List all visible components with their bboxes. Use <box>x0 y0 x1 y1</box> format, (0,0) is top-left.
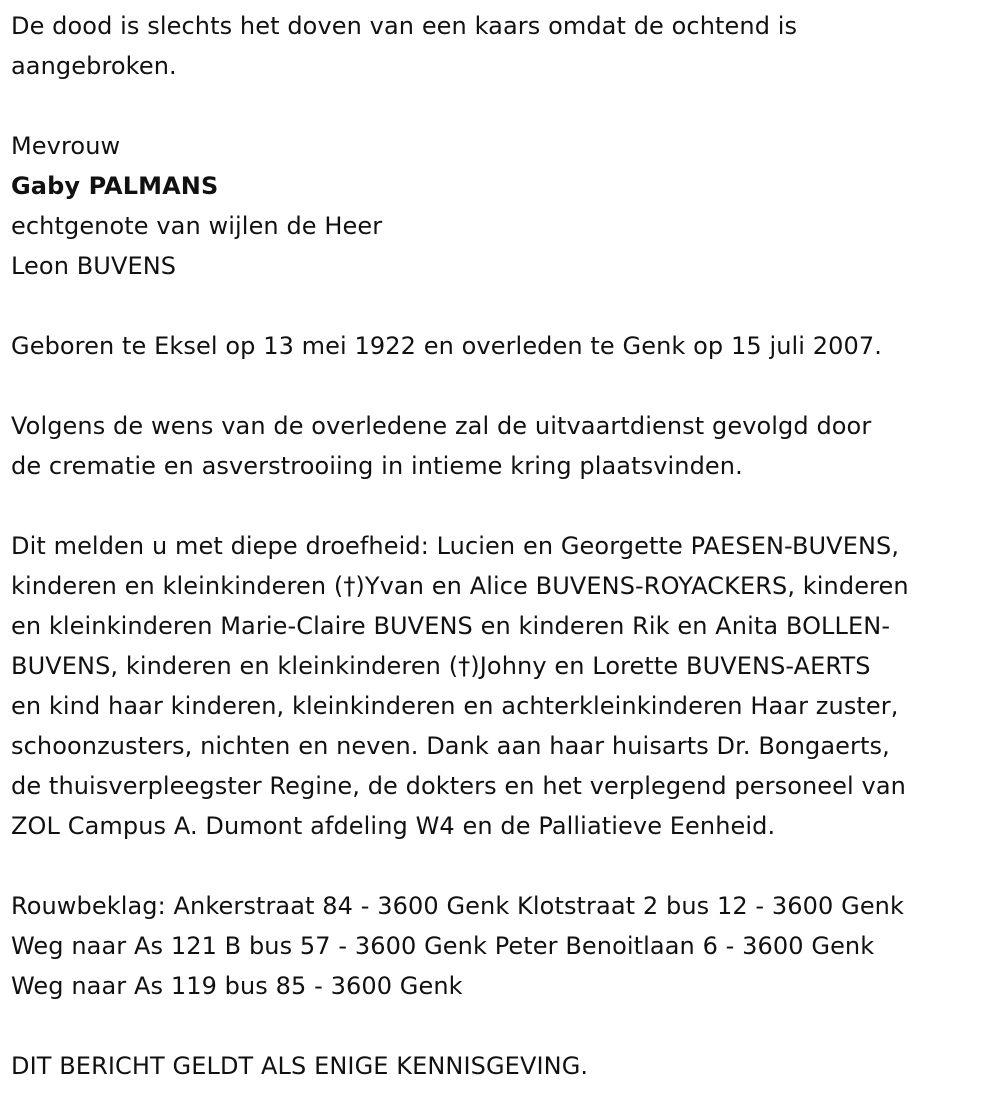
paragraph-spacer <box>11 486 1000 526</box>
closing-line: DIT BERICHT GELDT ALS ENIGE KENNISGEVING. <box>11 1052 589 1080</box>
deceased-block <box>11 126 1000 286</box>
closing-paragraph <box>11 1046 1000 1086</box>
quote-line: De dood is slechts het doven van een kaars omdat de ochtend is <box>11 12 798 40</box>
wish-line: de crematie en asverstrooiing in intieme kring plaatsvinden. <box>11 452 743 480</box>
wish-line: Volgens de wens van de overledene zal de uitvaartdienst gevolgd door <box>11 412 872 440</box>
announcement-paragraph <box>11 526 1000 846</box>
paragraph-spacer <box>11 1006 1000 1046</box>
birth-death-line: Geboren te Eksel op 13 mei 1922 en overleden te Genk op 15 juli 2007. <box>11 332 882 360</box>
paragraph-spacer <box>11 286 1000 326</box>
announcement-line: Dit melden u met diepe droefheid: Lucien en Georgette PAESEN-BUVENS, <box>11 532 900 560</box>
announcement-line: de thuisverpleegster Regine, de dokters en het verplegend personeel van <box>11 772 906 800</box>
wish-paragraph <box>11 406 1000 486</box>
birth-death-paragraph <box>11 326 1000 366</box>
spouse-intro: echtgenote van wijlen de Heer <box>11 212 383 240</box>
condolences-line: Weg naar As 119 bus 85 - 3600 Genk <box>11 972 463 1000</box>
announcement-line: ZOL Campus A. Dumont afdeling W4 en de Palliatieve Eenheid. <box>11 812 776 840</box>
paragraph-spacer <box>11 846 1000 886</box>
announcement-line: kinderen en kleinkinderen (†)Yvan en Alice BUVENS-ROYACKERS, kinderen <box>11 572 909 600</box>
announcement-line: en kleinkinderen Marie-Claire BUVENS en kinderen Rik en Anita BOLLEN- <box>11 612 891 640</box>
quote-line: aangebroken. <box>11 52 177 80</box>
announcement-line: en kind haar kinderen, kleinkinderen en achterkleinkinderen Haar zuster, <box>11 692 899 720</box>
spouse-name: Leon BUVENS <box>11 252 177 280</box>
announcement-line: BUVENS, kinderen en kleinkinderen (†)Johny en Lorette BUVENS-AERTS <box>11 652 871 680</box>
quote-paragraph <box>11 0 1000 86</box>
announcement-line: schoonzusters, nichten en neven. Dank aan haar huisarts Dr. Bongaerts, <box>11 732 890 760</box>
paragraph-spacer <box>11 366 1000 406</box>
condolences-paragraph <box>11 886 1000 1006</box>
deceased-name: Gaby PALMANS <box>11 172 219 200</box>
condolences-line: Weg naar As 121 B bus 57 - 3600 Genk Peter Benoitlaan 6 - 3600 Genk <box>11 932 875 960</box>
condolences-line: Rouwbeklag: Ankerstraat 84 - 3600 Genk Klotstraat 2 bus 12 - 3600 Genk <box>11 892 904 920</box>
honorific: Mevrouw <box>11 132 121 160</box>
paragraph-spacer <box>11 86 1000 126</box>
